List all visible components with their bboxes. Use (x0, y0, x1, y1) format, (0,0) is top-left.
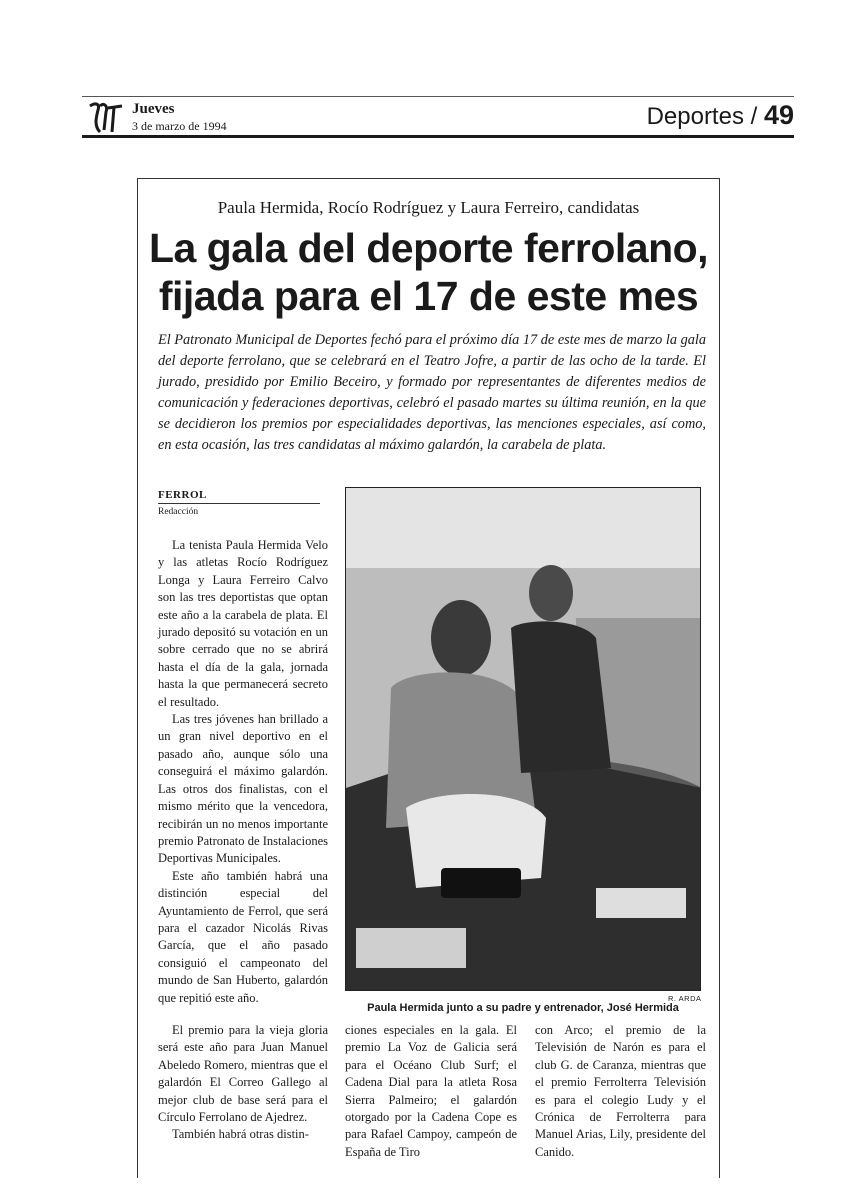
article-lead: El Patronato Municipal de Deportes fechó para el próximo día 17 de este mes de marzo la gala del deporte ferrolano, que se celebrará en el Teatro Jofre, a partir de las ocho de la tarde. El jurado, presidido por Emilio Beceiro, y formado por representantes de diferentes medios de comunicación y federaciones deportivas, celebró el pasado martes su última reunión, en la que se decidieron los premios por especialidades deportivas, las menciones especiales, así como, en esta ocasión, las tres candidatas al máximo galardón, la carabela de plata. (158, 332, 706, 453)
article-column-1-bottom (158, 1022, 328, 1144)
article-column-3 (535, 1022, 706, 1161)
photo-caption: Paula Hermida junto a su padre y entrenador, José Hermida (367, 1002, 679, 1014)
newspaper-logo-icon (86, 100, 126, 136)
article-headline (137, 224, 720, 320)
headline-line-1: La gala del deporte ferrolano, (148, 225, 709, 271)
masthead-day: Jueves (132, 101, 175, 117)
photo-illustration (346, 488, 701, 991)
masthead-top-rule (82, 96, 794, 97)
paragraph: También habrá otras distin- (172, 1127, 309, 1142)
section-name: Deportes / (646, 103, 758, 130)
paragraph: ciones especiales en la gala. El premio La Voz de Galicia será para el Océano Club Surf; el Cadena Dial para la atleta Rosa Sierra Palmeiro; el galardón otorgado por la Cadena Cope es para Rafael Campoy, campeón de España de Tiro (345, 1023, 517, 1159)
headline-line-2: fijada para el 17 de este mes (158, 273, 699, 319)
article-column-1 (158, 537, 328, 1007)
article-photo (345, 487, 701, 991)
masthead-date: 3 de marzo de 1994 (132, 119, 227, 133)
article-kicker: Paula Hermida, Rocío Rodríguez y Laura Ferreiro, candidatas (217, 198, 640, 217)
section-title (647, 100, 794, 131)
paragraph: con Arco; el premio de la Televisión de Narón es para el club G. de Caranza, mientras que el premio Ferrolterra Televisión es para el colegio Ludy y el Crónica de Ferrolterra para Manuel Arias, Lily, presidente del Canido. (535, 1023, 706, 1159)
page-number: 49 (763, 100, 794, 130)
paragraph: La tenista Paula Hermida Velo y las atletas Rocío Rodríguez Longa y Laura Ferreiro Calvo son las tres deportistas que optan este año a la carabela de plata. El jurado depositó su votación en un sobre cerrado que no se abrirá hasta el día de la gala, jornada hasta la que permanecerá secreto el resultado. (158, 538, 328, 709)
article-column-2 (345, 1022, 517, 1161)
photo-credit: R. ARDA (668, 994, 702, 1003)
paragraph: El premio para la vieja gloria será este año para Juan Manuel Abeledo Romero, mientras que el galardón El Correo Gallego al mejor club de base será para el Círculo Ferrolano de Ajedrez. (158, 1023, 328, 1125)
byline-author: Redacción (158, 507, 199, 517)
paragraph: Las tres jóvenes han brillado a un gran nivel deportivo en el pasado año, aunque sólo una conseguirá el máximo galardón. Las otros dos finalistas, con el mismo mérito que la vencedora, recibirán un no menos importante premio Patronato de Instalaciones Deportivas Municipales. (158, 712, 328, 866)
paragraph: Este año también habrá una distinción especial del Ayuntamiento de Ferrol, que será para el cazador Nicolás Rivas García, que el año pasado consiguió el campeonato del mundo de San Huberto, galardón que repitió este año. (158, 868, 328, 1005)
byline-rule (158, 503, 320, 504)
byline-place: FERROL (158, 489, 207, 501)
masthead-rule (82, 135, 794, 138)
